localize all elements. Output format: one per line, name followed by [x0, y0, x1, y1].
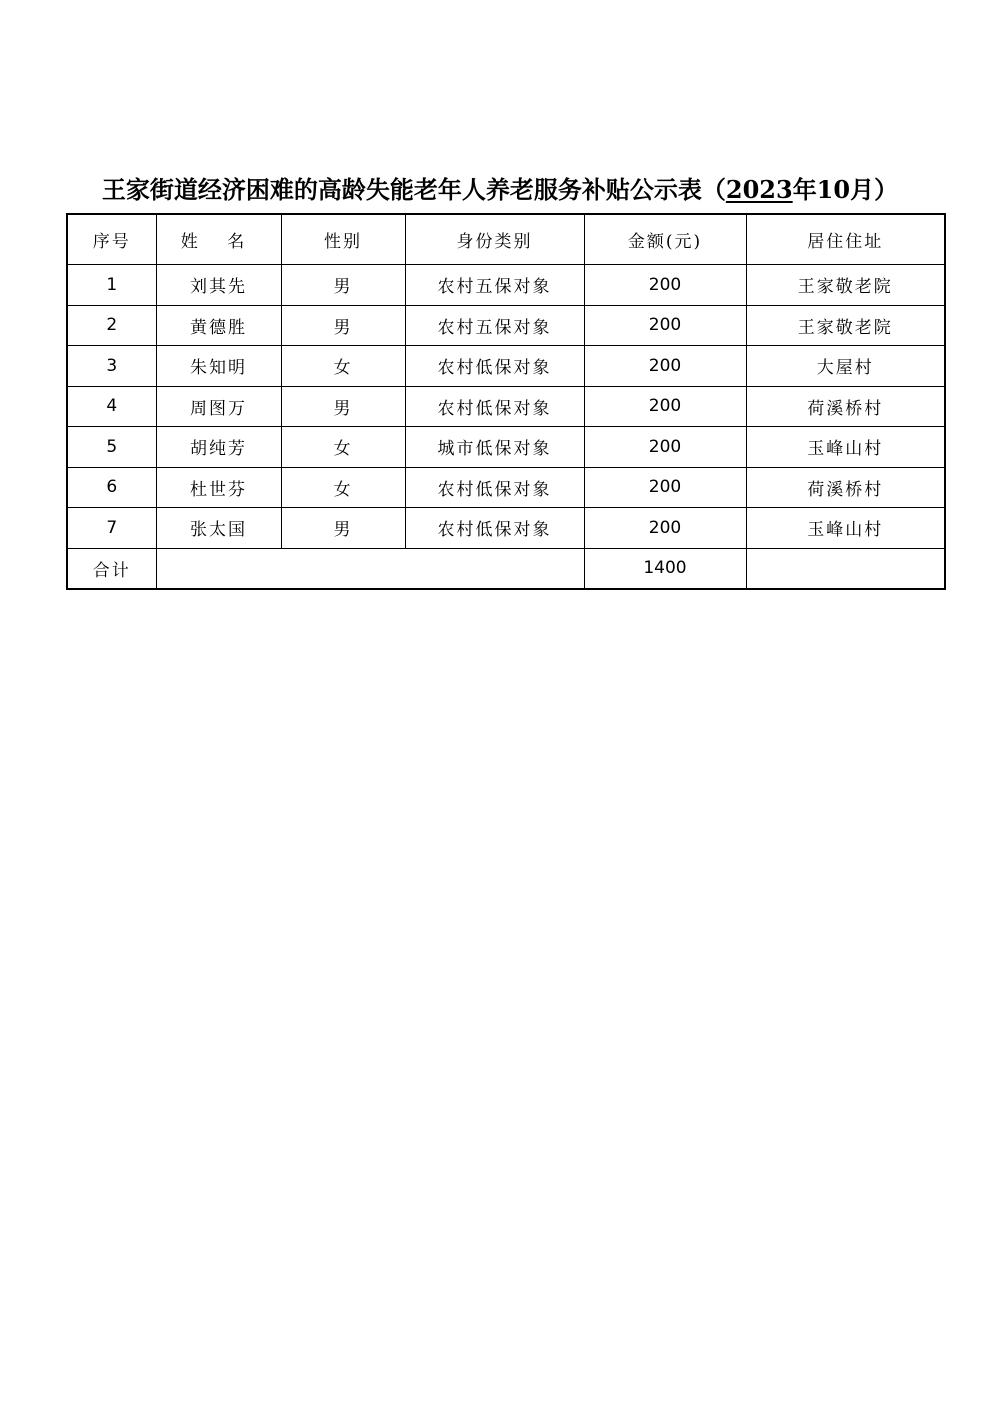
table-header-row	[67, 214, 945, 265]
header-no: 序号	[67, 214, 156, 265]
cell-no: 2	[67, 305, 156, 346]
cell-gender: 男	[281, 508, 405, 549]
cell-no: 1	[67, 265, 156, 306]
table-row	[67, 265, 945, 306]
header-amount: 金额(元)	[584, 214, 746, 265]
cell-name: 周图万	[156, 386, 281, 427]
total-address-empty	[746, 548, 945, 589]
cell-gender: 男	[281, 386, 405, 427]
cell-no: 4	[67, 386, 156, 427]
header-address: 居住住址	[746, 214, 945, 265]
cell-address: 王家敬老院	[746, 305, 945, 346]
cell-name: 张太国	[156, 508, 281, 549]
cell-category: 农村五保对象	[405, 265, 584, 306]
cell-gender: 男	[281, 305, 405, 346]
cell-name: 朱知明	[156, 346, 281, 387]
subsidy-table	[66, 213, 946, 590]
cell-address: 大屋村	[746, 346, 945, 387]
header-gender: 性别	[281, 214, 405, 265]
title-suffix: 年10月）	[792, 175, 899, 204]
header-name: 姓 名	[156, 214, 281, 265]
title-prefix: 王家街道经济困难的高龄失能老年人养老服务补贴公示表（	[101, 175, 726, 204]
cell-category: 农村五保对象	[405, 305, 584, 346]
header-category: 身份类别	[405, 214, 584, 265]
cell-name: 刘其先	[156, 265, 281, 306]
cell-gender: 女	[281, 427, 405, 468]
cell-category: 城市低保对象	[405, 427, 584, 468]
cell-amount: 200	[584, 305, 746, 346]
cell-amount: 200	[584, 265, 746, 306]
cell-address: 王家敬老院	[746, 265, 945, 306]
cell-name: 黄德胜	[156, 305, 281, 346]
table-row	[67, 386, 945, 427]
cell-address: 玉峰山村	[746, 508, 945, 549]
total-empty-cell	[156, 548, 584, 589]
total-amount: 1400	[584, 548, 746, 589]
cell-category: 农村低保对象	[405, 508, 584, 549]
cell-amount: 200	[584, 427, 746, 468]
table-row	[67, 508, 945, 549]
cell-category: 农村低保对象	[405, 346, 584, 387]
cell-amount: 200	[584, 386, 746, 427]
cell-no: 5	[67, 427, 156, 468]
title-year: 2023	[725, 175, 793, 204]
total-row	[67, 548, 945, 589]
cell-amount: 200	[584, 508, 746, 549]
cell-address: 荷溪桥村	[746, 386, 945, 427]
cell-category: 农村低保对象	[405, 386, 584, 427]
cell-gender: 女	[281, 346, 405, 387]
cell-address: 荷溪桥村	[746, 467, 945, 508]
cell-no: 7	[67, 508, 156, 549]
table-row	[67, 467, 945, 508]
cell-category: 农村低保对象	[405, 467, 584, 508]
table-row	[67, 427, 945, 468]
cell-gender: 女	[281, 467, 405, 508]
cell-amount: 200	[584, 467, 746, 508]
table-row	[67, 346, 945, 387]
table-row	[67, 305, 945, 346]
cell-name: 杜世芬	[156, 467, 281, 508]
cell-no: 6	[67, 467, 156, 508]
total-label: 合计	[67, 548, 156, 589]
cell-no: 3	[67, 346, 156, 387]
cell-amount: 200	[584, 346, 746, 387]
cell-address: 玉峰山村	[746, 427, 945, 468]
cell-gender: 男	[281, 265, 405, 306]
document-title	[0, 170, 1000, 205]
cell-name: 胡纯芳	[156, 427, 281, 468]
